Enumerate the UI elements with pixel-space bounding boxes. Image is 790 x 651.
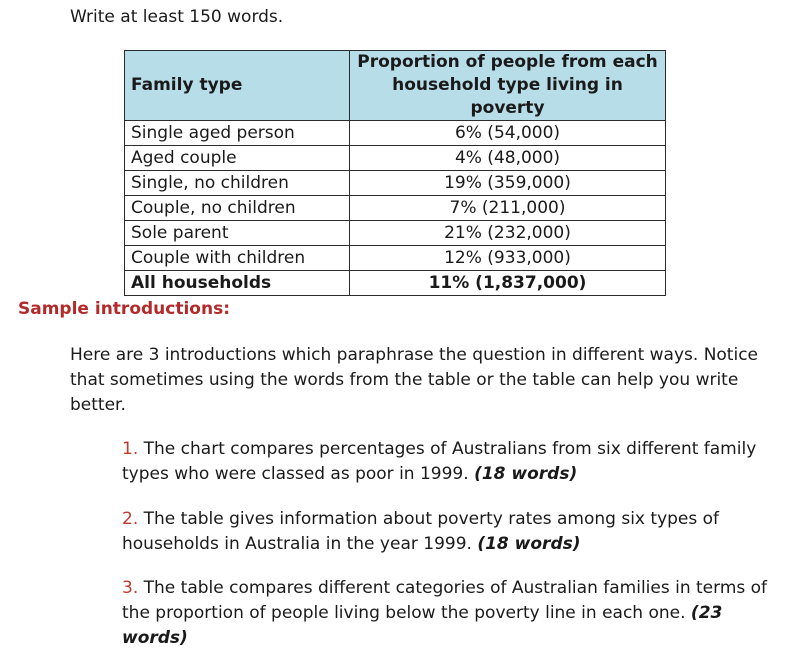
section-heading: Sample introductions:	[18, 299, 230, 319]
table-row	[125, 171, 666, 196]
family-type-cell: Couple, no children	[125, 196, 350, 221]
table-row	[125, 246, 666, 271]
word-count: (18 words)	[474, 464, 578, 484]
family-type-cell: Aged couple	[125, 146, 350, 171]
sample-number: 1.	[122, 439, 139, 459]
proportion-cell: 11% (1,837,000)	[350, 271, 666, 296]
family-type-cell: Sole parent	[125, 221, 350, 246]
table-row	[125, 146, 666, 171]
intro-paragraph: Here are 3 introductions which paraphrase the question in different ways. Notice that sometimes using the words from the table or the table can help you write better.	[70, 345, 759, 415]
table-row	[125, 121, 666, 146]
table-row-total	[125, 271, 666, 296]
instruction-text: Write at least 150 words.	[70, 7, 284, 27]
proportion-cell: 19% (359,000)	[350, 171, 666, 196]
proportion-cell: 6% (54,000)	[350, 121, 666, 146]
proportion-cell: 7% (211,000)	[350, 196, 666, 221]
family-type-cell: Single aged person	[125, 121, 350, 146]
word-count: (18 words)	[477, 534, 581, 554]
header-family-type: Family type	[125, 51, 350, 121]
sample-number: 3.	[122, 578, 139, 598]
poverty-table	[124, 50, 666, 296]
proportion-cell: 12% (933,000)	[350, 246, 666, 271]
table-row	[125, 196, 666, 221]
header-proportion: Proportion of people from each household type living in poverty	[350, 51, 666, 121]
proportion-cell: 21% (232,000)	[350, 221, 666, 246]
sample-introduction	[122, 437, 782, 487]
word-count: (23 words)	[122, 603, 723, 648]
sample-introduction	[122, 507, 782, 557]
sample-introduction	[122, 576, 782, 651]
table-header-row	[125, 51, 666, 121]
family-type-cell: Couple with children	[125, 246, 350, 271]
sample-text: The table compares different categories of Australian families in terms of the proportion of people living below the poverty line in each one.	[122, 578, 768, 623]
family-type-cell: All households	[125, 271, 350, 296]
family-type-cell: Single, no children	[125, 171, 350, 196]
sample-text: The chart compares percentages of Australians from six different family types who were classed as poor in 1999.	[122, 439, 757, 484]
table-row	[125, 221, 666, 246]
sample-text: The table gives information about poverty rates among six types of households in Australia in the year 1999.	[122, 509, 720, 554]
proportion-cell: 4% (48,000)	[350, 146, 666, 171]
sample-number: 2.	[122, 509, 139, 529]
